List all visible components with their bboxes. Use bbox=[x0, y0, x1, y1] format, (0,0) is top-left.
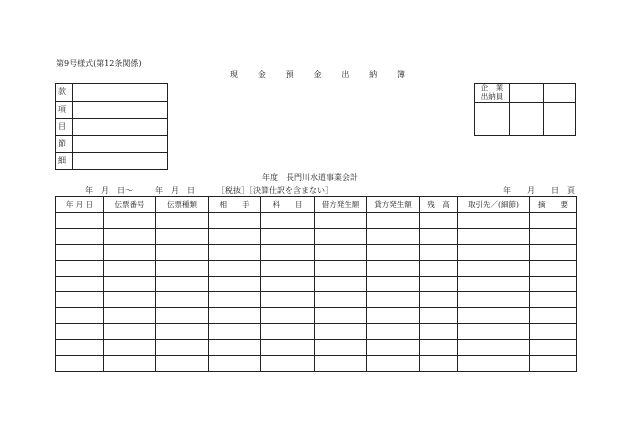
ledger-table bbox=[55, 196, 576, 370]
ledger-cell[interactable] bbox=[104, 228, 156, 244]
classification-label: 細 bbox=[58, 156, 66, 165]
ledger-cell[interactable] bbox=[367, 260, 420, 276]
classification-row bbox=[56, 152, 167, 169]
ledger-cell[interactable] bbox=[420, 276, 458, 292]
ledger-cell[interactable] bbox=[156, 276, 209, 292]
ledger-cell[interactable] bbox=[104, 244, 156, 260]
ledger-cell[interactable] bbox=[56, 356, 104, 372]
column-header-date: 年 月 日 bbox=[56, 197, 104, 213]
classification-label: 目 bbox=[58, 122, 66, 131]
ledger-cell[interactable] bbox=[458, 213, 530, 229]
ledger-cell[interactable] bbox=[315, 260, 367, 276]
table-row bbox=[56, 324, 577, 340]
column-header-account: 科 目 bbox=[261, 197, 315, 213]
table-row bbox=[56, 260, 577, 276]
ledger-cell[interactable] bbox=[420, 340, 458, 356]
ledger-cell[interactable] bbox=[104, 292, 156, 308]
ledger-cell[interactable] bbox=[458, 324, 530, 340]
approval-label-line: 出納員 bbox=[480, 91, 504, 101]
ledger-cell[interactable] bbox=[367, 228, 420, 244]
ledger-cell[interactable] bbox=[261, 276, 315, 292]
table-row bbox=[56, 213, 577, 229]
column-header-counter-account: 相 手 bbox=[209, 197, 261, 213]
classification-row bbox=[56, 118, 167, 135]
ledger-cell[interactable] bbox=[367, 356, 420, 372]
ledger-cell[interactable] bbox=[367, 244, 420, 260]
page-title bbox=[230, 70, 405, 80]
column-header-balance: 残 高 bbox=[420, 197, 458, 213]
ledger-cell[interactable] bbox=[209, 340, 261, 356]
column-header-slip-number: 伝票番号 bbox=[104, 197, 156, 213]
ledger-cell[interactable] bbox=[104, 340, 156, 356]
ledger-cell[interactable] bbox=[458, 292, 530, 308]
table-row bbox=[56, 244, 577, 260]
ledger-cell[interactable] bbox=[458, 308, 530, 324]
ledger-body bbox=[56, 213, 577, 372]
ledger-cell[interactable] bbox=[530, 228, 577, 244]
ledger-cell[interactable] bbox=[458, 340, 530, 356]
ledger-cell[interactable] bbox=[530, 213, 577, 229]
ledger-cell[interactable] bbox=[56, 276, 104, 292]
title-char: 金 bbox=[257, 70, 266, 79]
table-row bbox=[56, 228, 577, 244]
ledger-cell[interactable] bbox=[104, 276, 156, 292]
ledger-cell[interactable] bbox=[458, 244, 530, 260]
title-char: 納 bbox=[369, 70, 378, 79]
ledger-cell[interactable] bbox=[315, 340, 367, 356]
ledger-cell[interactable] bbox=[156, 260, 209, 276]
ledger-cell[interactable] bbox=[156, 292, 209, 308]
ledger-cell[interactable] bbox=[56, 292, 104, 308]
fiscal-title: 年度 長門川水道事業会計 bbox=[262, 173, 358, 182]
ledger-cell[interactable] bbox=[530, 324, 577, 340]
ledger-cell[interactable] bbox=[56, 213, 104, 229]
ledger-cell[interactable] bbox=[530, 308, 577, 324]
ledger-cell[interactable] bbox=[156, 228, 209, 244]
ledger-cell[interactable] bbox=[530, 276, 577, 292]
ledger-cell[interactable] bbox=[530, 260, 577, 276]
ledger-cell[interactable] bbox=[209, 244, 261, 260]
period-to: 年 月 日 bbox=[155, 186, 195, 195]
ledger-cell[interactable] bbox=[156, 356, 209, 372]
ledger-cell[interactable] bbox=[156, 340, 209, 356]
ledger-cell[interactable] bbox=[315, 324, 367, 340]
column-header-remarks: 摘 要 bbox=[530, 197, 577, 213]
ledger-cell[interactable] bbox=[530, 356, 577, 372]
ledger-cell[interactable] bbox=[261, 260, 315, 276]
ledger-cell[interactable] bbox=[420, 324, 458, 340]
ledger-cell[interactable] bbox=[56, 260, 104, 276]
column-header-debit: 借方発生額 bbox=[315, 197, 367, 213]
ledger-cell[interactable] bbox=[261, 213, 315, 229]
ledger-cell[interactable] bbox=[56, 308, 104, 324]
ledger-cell[interactable] bbox=[209, 276, 261, 292]
ledger-cell[interactable] bbox=[367, 308, 420, 324]
table-row bbox=[56, 308, 577, 324]
ledger-cell[interactable] bbox=[315, 228, 367, 244]
ledger-cell[interactable] bbox=[315, 308, 367, 324]
ledger-cell[interactable] bbox=[104, 213, 156, 229]
ledger-cell[interactable] bbox=[261, 244, 315, 260]
table-row bbox=[56, 276, 577, 292]
period-line bbox=[85, 186, 575, 196]
page-date: 年 月 日 頁 bbox=[503, 186, 575, 195]
ledger-cell[interactable] bbox=[261, 324, 315, 340]
form-number: 第9号様式(第12条関係) bbox=[56, 59, 142, 68]
title-char: 簿 bbox=[396, 70, 405, 79]
classification-label: 款 bbox=[58, 87, 66, 96]
ledger-cell[interactable] bbox=[315, 292, 367, 308]
title-char: 金 bbox=[313, 70, 322, 79]
ledger-cell[interactable] bbox=[104, 324, 156, 340]
classification-row bbox=[56, 101, 167, 118]
ledger-cell[interactable] bbox=[315, 213, 367, 229]
ledger-cell[interactable] bbox=[156, 308, 209, 324]
ledger-cell[interactable] bbox=[209, 228, 261, 244]
ledger-cell[interactable] bbox=[56, 340, 104, 356]
ledger-cell[interactable] bbox=[56, 228, 104, 244]
ledger-cell[interactable] bbox=[458, 260, 530, 276]
ledger-cell[interactable] bbox=[530, 340, 577, 356]
ledger-cell[interactable] bbox=[420, 213, 458, 229]
approval-label bbox=[477, 84, 507, 101]
ledger-cell[interactable] bbox=[156, 213, 209, 229]
ledger-cell[interactable] bbox=[420, 228, 458, 244]
ledger-cell[interactable] bbox=[315, 244, 367, 260]
ledger-cell[interactable] bbox=[530, 244, 577, 260]
table-row bbox=[56, 356, 577, 372]
title-char: 出 bbox=[341, 70, 350, 79]
ledger-cell[interactable] bbox=[367, 324, 420, 340]
column-header-slip-type: 伝票種類 bbox=[156, 197, 209, 213]
ledger-cell[interactable] bbox=[367, 213, 420, 229]
ledger-cell[interactable] bbox=[458, 228, 530, 244]
classification-row bbox=[56, 135, 167, 152]
ledger-cell[interactable] bbox=[209, 213, 261, 229]
ledger-cell[interactable] bbox=[156, 324, 209, 340]
ledger-cell[interactable] bbox=[420, 244, 458, 260]
ledger-cell[interactable] bbox=[261, 356, 315, 372]
column-header-credit: 貸方発生額 bbox=[367, 197, 420, 213]
ledger-cell[interactable] bbox=[104, 356, 156, 372]
ledger-cell[interactable] bbox=[209, 292, 261, 308]
ledger-cell[interactable] bbox=[209, 260, 261, 276]
title-char: 預 bbox=[285, 70, 294, 79]
period-note: ［税抜］［決算仕訳を含まない］ bbox=[217, 186, 333, 195]
approval-label-line: 企 業 bbox=[480, 83, 504, 92]
ledger-cell[interactable] bbox=[420, 260, 458, 276]
ledger-cell[interactable] bbox=[209, 324, 261, 340]
ledger-cell[interactable] bbox=[56, 244, 104, 260]
table-row bbox=[56, 340, 577, 356]
ledger-cell[interactable] bbox=[458, 276, 530, 292]
ledger-cell[interactable] bbox=[156, 244, 209, 260]
ledger-cell[interactable] bbox=[261, 228, 315, 244]
ledger-cell[interactable] bbox=[261, 292, 315, 308]
ledger-cell[interactable] bbox=[104, 308, 156, 324]
ledger-cell[interactable] bbox=[261, 308, 315, 324]
approval-box bbox=[474, 83, 576, 136]
ledger-cell[interactable] bbox=[209, 356, 261, 372]
title-char: 現 bbox=[230, 70, 238, 79]
ledger-cell[interactable] bbox=[261, 340, 315, 356]
ledger-cell[interactable] bbox=[315, 276, 367, 292]
ledger-cell[interactable] bbox=[420, 292, 458, 308]
classification-label: 節 bbox=[58, 139, 66, 148]
period-from: 年 月 日～ bbox=[85, 186, 133, 195]
ledger-cell[interactable] bbox=[458, 356, 530, 372]
classification-row bbox=[56, 84, 167, 101]
ledger-cell[interactable] bbox=[104, 260, 156, 276]
ledger-cell[interactable] bbox=[420, 308, 458, 324]
ledger-cell[interactable] bbox=[530, 292, 577, 308]
ledger-cell[interactable] bbox=[367, 276, 420, 292]
classification-box bbox=[55, 83, 168, 170]
ledger-cell[interactable] bbox=[420, 356, 458, 372]
ledger-cell[interactable] bbox=[315, 356, 367, 372]
column-header-partner: 取引先／(細節) bbox=[458, 197, 530, 213]
table-row bbox=[56, 292, 577, 308]
ledger-cell[interactable] bbox=[56, 324, 104, 340]
ledger-cell[interactable] bbox=[209, 308, 261, 324]
ledger-cell[interactable] bbox=[367, 292, 420, 308]
classification-label: 項 bbox=[58, 105, 66, 114]
ledger-cell[interactable] bbox=[367, 340, 420, 356]
